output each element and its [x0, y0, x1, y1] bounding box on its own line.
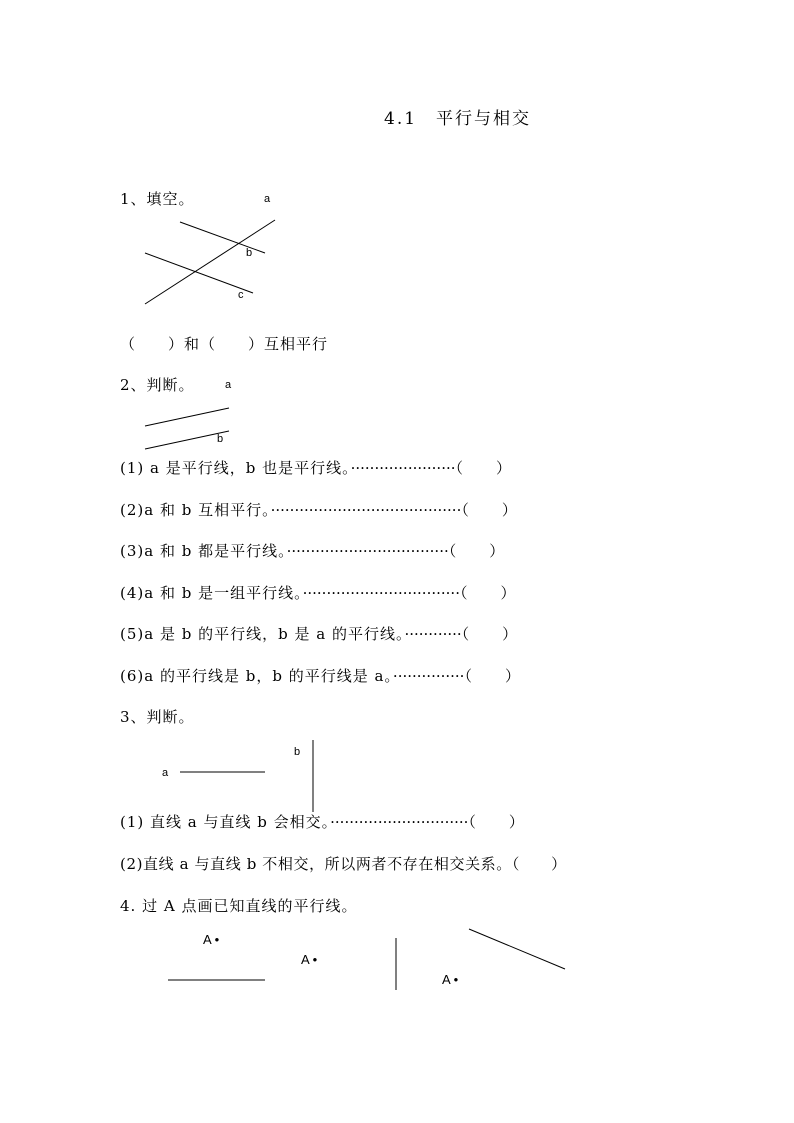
q2-heading: 2、判断。	[120, 376, 195, 394]
q3-item-2-text: (2)直线 a 与直线 b 不相交，所以两者不存在相交关系。	[120, 855, 512, 873]
q2-item-1-answer-bracket[interactable]: （ ）	[455, 459, 513, 477]
q2-item-2-dots: ········································	[270, 501, 462, 519]
q2-item-1-text: (1) a 是平行线，b 也是平行线。	[120, 459, 351, 477]
q1-fill-sentence: （ ）和（ ）互相平行	[120, 335, 329, 353]
q2-item-3-dots: ··································	[286, 542, 449, 560]
q2-item-6	[120, 667, 521, 685]
q1-line-c	[145, 253, 253, 293]
q3-label-b: b	[294, 746, 301, 758]
q2-item-5-dots: ············	[404, 625, 462, 643]
q4-point-3: A •	[442, 972, 459, 987]
q3-item-1-answer-bracket[interactable]: （ ）	[468, 813, 525, 831]
q2-item-6-dots: ···············	[392, 667, 465, 685]
q3-item-1	[120, 813, 525, 831]
q2-item-2	[120, 501, 518, 519]
q3-item-1-text: (1) 直线 a 与直线 b 会相交。	[120, 813, 331, 831]
q2-item-1	[120, 459, 512, 477]
q4-point-1: A •	[203, 932, 220, 947]
q2-item-2-answer-bracket[interactable]: （ ）	[461, 501, 518, 519]
q2-item-4-answer-bracket[interactable]: （ ）	[459, 584, 517, 602]
q1-heading: 1、填空。	[120, 190, 195, 208]
q3-heading: 3、判断。	[120, 708, 195, 726]
q2-item-2-text: (2)a 和 b 互相平行。	[120, 501, 271, 519]
q2-item-5-text: (5)a 是 b 的平行线，b 是 a 的平行线。	[120, 625, 405, 643]
q1-line-b	[180, 222, 265, 253]
q1-label-c: c	[238, 289, 244, 301]
q2-item-6-text: (6)a 的平行线是 b，b 的平行线是 a。	[120, 667, 393, 685]
q2-label-b: b	[217, 433, 224, 445]
q3-item-2-answer-bracket[interactable]: （ ）	[511, 855, 567, 873]
q2-item-4-text: (4)a 和 b 是一组平行线。	[120, 584, 303, 602]
q2-item-3	[120, 542, 505, 560]
q2-line-a	[145, 408, 229, 426]
q3-item-1-dots: ·····························	[330, 813, 469, 831]
q3-item-2	[120, 855, 567, 873]
q2-item-5-answer-bracket[interactable]: （ ）	[461, 625, 519, 643]
q2-item-5	[120, 625, 518, 643]
q2-item-3-answer-bracket[interactable]: （ ）	[448, 542, 506, 560]
q4-line-diagonal	[469, 929, 565, 969]
q4-heading: 4. 过 A 点画已知直线的平行线。	[120, 897, 358, 915]
q2-item-4	[120, 584, 516, 602]
q2-item-6-answer-bracket[interactable]: （ ）	[464, 667, 521, 685]
q2-item-1-dots: ······················	[350, 459, 456, 477]
q2-item-4-dots: ·································	[302, 584, 460, 602]
q3-label-a: a	[162, 767, 169, 779]
q2-label-a: a	[225, 379, 232, 391]
q1-label-b: b	[246, 247, 253, 259]
q2-item-3-text: (3)a 和 b 都是平行线。	[120, 542, 287, 560]
q4-point-2: A •	[301, 952, 318, 967]
page-title: 4.1 平行与相交	[384, 109, 532, 129]
q1-label-a: a	[264, 193, 271, 205]
